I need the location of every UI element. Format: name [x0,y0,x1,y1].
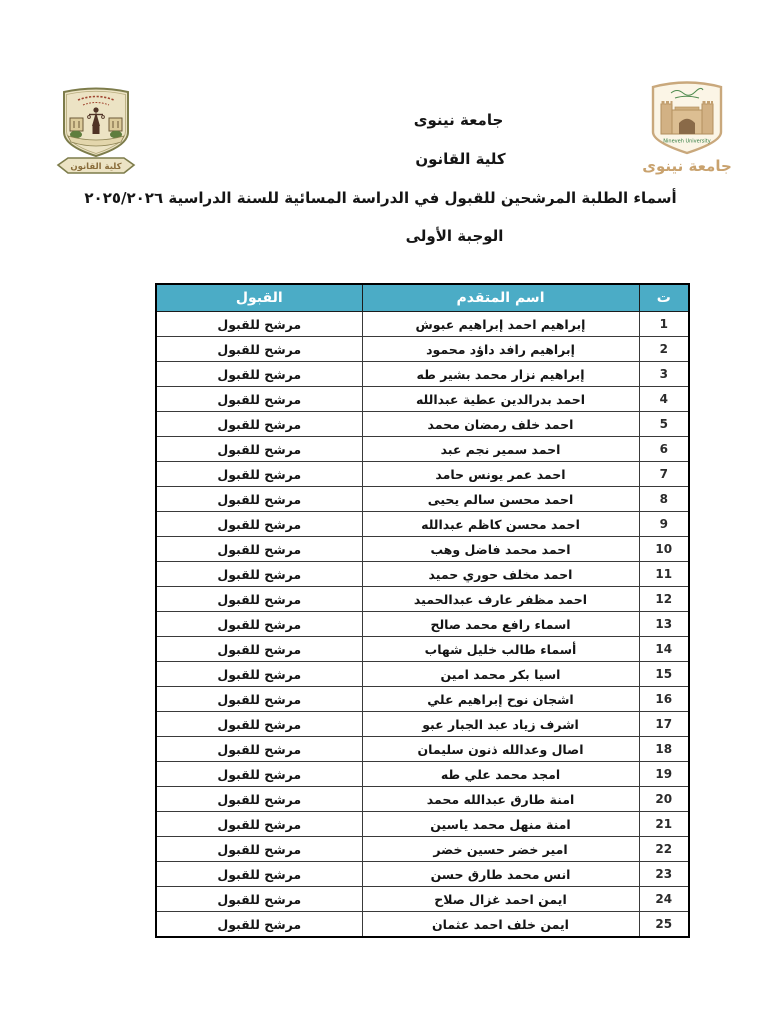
table-row [156,637,689,662]
col-header-applicant-name: اسم المتقدم [362,284,639,312]
cell-admission-status: مرشح للقبول [156,437,362,462]
cell-applicant-name: احمد سمير نجم عبد [362,437,639,462]
cell-index: 20 [639,787,689,812]
table-row [156,712,689,737]
cell-applicant-name: احمد محسن سالم يحيى [362,487,639,512]
cell-applicant-name: احمد مظفر عارف عبدالحميد [362,587,639,612]
cell-admission-status: مرشح للقبول [156,562,362,587]
cell-index: 9 [639,512,689,537]
college-name-heading: كلية القانون [415,150,506,168]
table-row [156,837,689,862]
cell-admission-status: مرشح للقبول [156,487,362,512]
cell-applicant-name: اشرف زياد عبد الجبار عبو [362,712,639,737]
cell-applicant-name: امجد محمد علي طه [362,762,639,787]
table-row [156,312,689,337]
col-header-admission: القبول [156,284,362,312]
table-row [156,412,689,437]
cell-index: 19 [639,762,689,787]
university-calligraphy: جامعة نينوى [642,157,732,175]
university-name-en: Nineveh University [663,138,711,145]
cell-index: 6 [639,437,689,462]
cell-index: 18 [639,737,689,762]
students-table-body [156,312,689,938]
document-title: أسماء الطلبة المرشحين للقبول في الدراسة المسائية للسنة الدراسية ٢٠٢٥/٢٠٢٦ [84,189,677,207]
cell-admission-status: مرشح للقبول [156,837,362,862]
cell-applicant-name: اسماء رافع محمد صالح [362,612,639,637]
table-header-row [156,284,689,312]
cell-applicant-name: أسماء طالب خليل شهاب [362,637,639,662]
cell-index: 24 [639,887,689,912]
cell-index: 17 [639,712,689,737]
table-row [156,812,689,837]
table-row [156,862,689,887]
cell-index: 4 [639,387,689,412]
cell-applicant-name: امنة منهل محمد ياسين [362,812,639,837]
table-row [156,362,689,387]
cell-index: 11 [639,562,689,587]
cell-applicant-name: احمد بدرالدين عطية عبدالله [362,387,639,412]
cell-admission-status: مرشح للقبول [156,812,362,837]
cell-index: 14 [639,637,689,662]
cell-admission-status: مرشح للقبول [156,587,362,612]
cell-admission-status: مرشح للقبول [156,912,362,938]
table-row [156,737,689,762]
cell-applicant-name: اشجان نوح إبراهيم علي [362,687,639,712]
batch-heading: الوجبة الأولى [405,227,504,245]
cell-applicant-name: إبراهيم نزار محمد بشير طه [362,362,639,387]
cell-admission-status: مرشح للقبول [156,462,362,487]
cell-admission-status: مرشح للقبول [156,537,362,562]
cell-admission-status: مرشح للقبول [156,312,362,337]
cell-applicant-name: ايمن احمد غزال صلاح [362,887,639,912]
cell-index: 10 [639,537,689,562]
students-table [155,283,690,938]
table-row [156,912,689,938]
table-row [156,387,689,412]
cell-applicant-name: امير خضر حسين خضر [362,837,639,862]
cell-index: 21 [639,812,689,837]
table-row [156,662,689,687]
table-row [156,587,689,612]
cell-applicant-name: اصال وعدالله ذنون سليمان [362,737,639,762]
cell-applicant-name: احمد مخلف حوري حميد [362,562,639,587]
cell-index: 8 [639,487,689,512]
cell-index: 15 [639,662,689,687]
cell-index: 1 [639,312,689,337]
table-row [156,337,689,362]
cell-index: 3 [639,362,689,387]
cell-index: 5 [639,412,689,437]
cell-applicant-name: إبراهيم احمد إبراهيم عبوش [362,312,639,337]
table-row [156,562,689,587]
cell-index: 25 [639,912,689,938]
cell-index: 13 [639,612,689,637]
cell-applicant-name: انس محمد طارق حسن [362,862,639,887]
cell-applicant-name: احمد محمد فاضل وهب [362,537,639,562]
table-row [156,762,689,787]
table-row [156,787,689,812]
cell-admission-status: مرشح للقبول [156,512,362,537]
cell-admission-status: مرشح للقبول [156,687,362,712]
cell-applicant-name: إبراهيم رافد داؤد محمود [362,337,639,362]
cell-admission-status: مرشح للقبول [156,362,362,387]
cell-admission-status: مرشح للقبول [156,737,362,762]
cell-index: 16 [639,687,689,712]
cell-admission-status: مرشح للقبول [156,412,362,437]
cell-admission-status: مرشح للقبول [156,862,362,887]
table-row [156,462,689,487]
table-row [156,887,689,912]
cell-index: 23 [639,862,689,887]
cell-admission-status: مرشح للقبول [156,637,362,662]
table-row [156,612,689,637]
table-row [156,687,689,712]
cell-admission-status: مرشح للقبول [156,387,362,412]
cell-applicant-name: امنة طارق عبدالله محمد [362,787,639,812]
cell-applicant-name: احمد محسن كاظم عبدالله [362,512,639,537]
cell-admission-status: مرشح للقبول [156,337,362,362]
cell-index: 7 [639,462,689,487]
cell-applicant-name: احمد عمر يونس حامد [362,462,639,487]
cell-applicant-name: ايمن خلف احمد عثمان [362,912,639,938]
cell-admission-status: مرشح للقبول [156,612,362,637]
table-row [156,487,689,512]
cell-admission-status: مرشح للقبول [156,712,362,737]
university-name-heading: جامعة نينوى [413,111,504,129]
cell-admission-status: مرشح للقبول [156,762,362,787]
cell-admission-status: مرشح للقبول [156,787,362,812]
cell-admission-status: مرشح للقبول [156,887,362,912]
cell-index: 2 [639,337,689,362]
cell-index: 22 [639,837,689,862]
table-row [156,512,689,537]
cell-applicant-name: احمد خلف رمضان محمد [362,412,639,437]
table-row [156,537,689,562]
cell-applicant-name: اسيا بكر محمد امين [362,662,639,687]
col-header-index: ت [639,284,689,312]
cell-admission-status: مرشح للقبول [156,662,362,687]
cell-index: 12 [639,587,689,612]
law-college-banner-text: كلية القانون [70,162,122,172]
table-row [156,437,689,462]
